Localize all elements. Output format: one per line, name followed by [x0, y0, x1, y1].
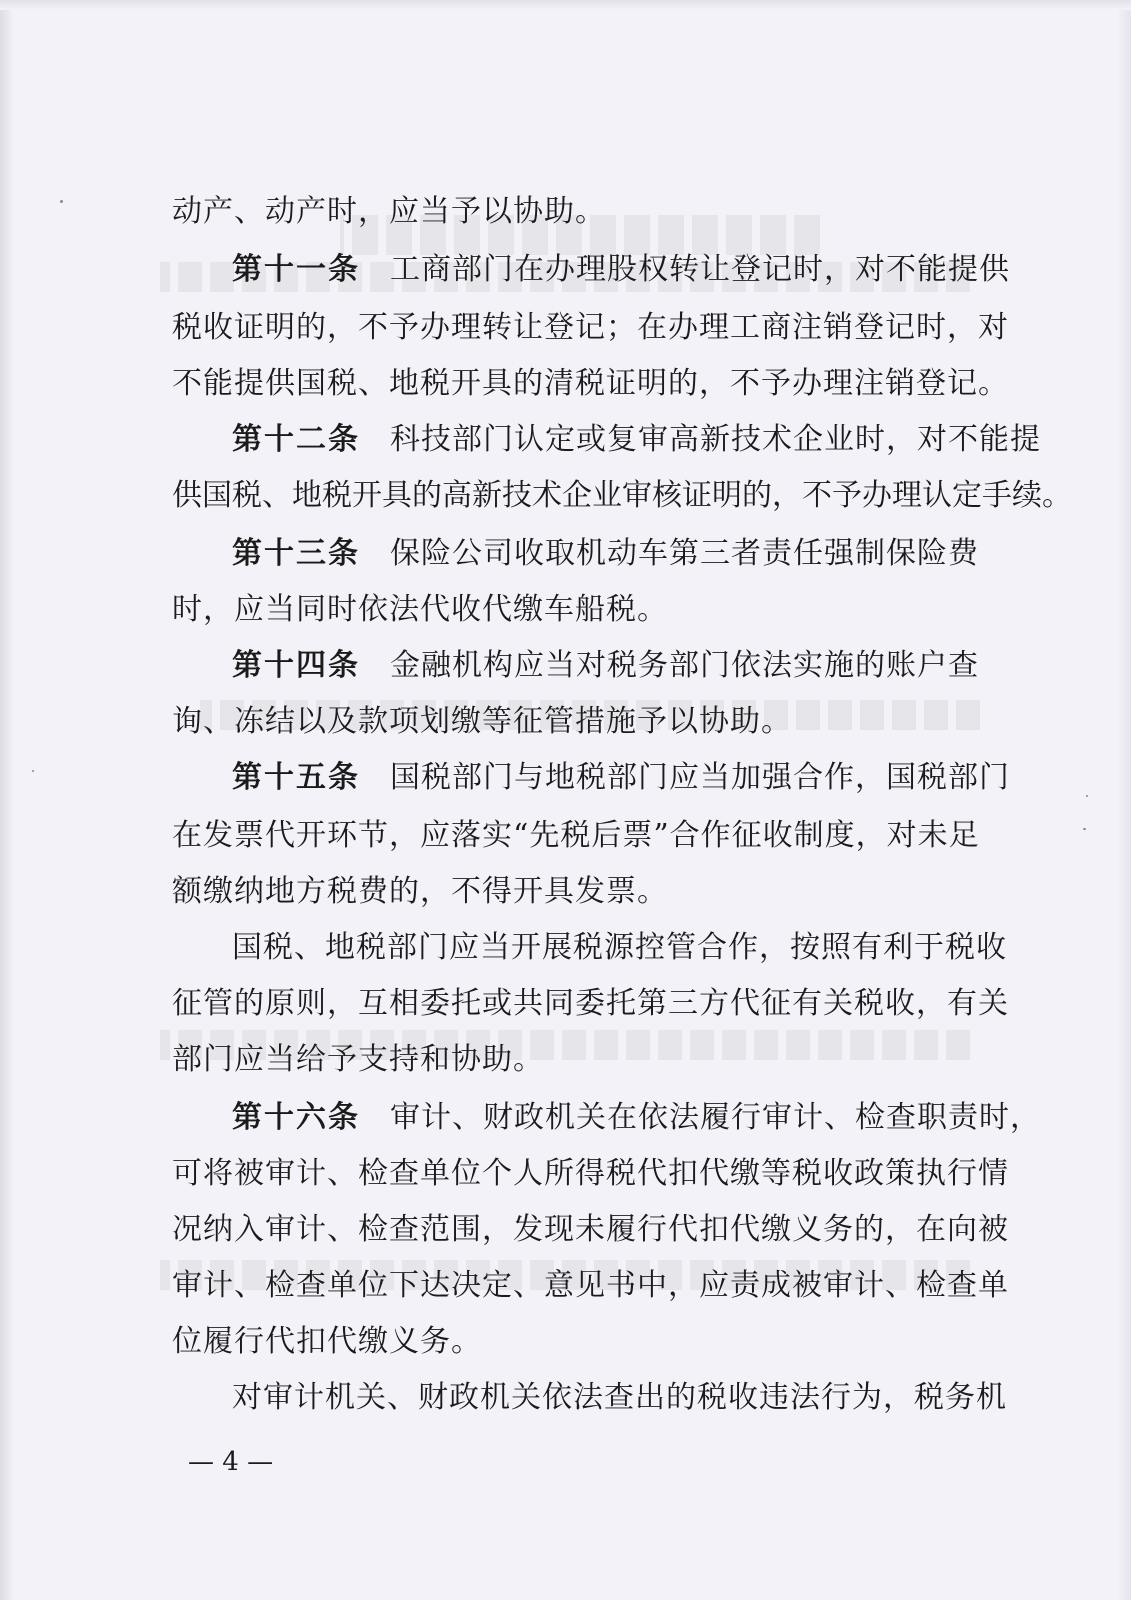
text-line: 审计、财政机关在依法履行审计、检查职责时，	[390, 1100, 1041, 1135]
text-line: 科技部门认定或复审高新技术企业时，对不能提	[390, 422, 1041, 457]
text-line: 部门应当给予支持和协助。	[172, 1042, 544, 1077]
text-line: 时，应当同时依法代收代缴车船税。	[172, 592, 668, 627]
text-line: 保险公司收取机动车第三者责任强制保险费	[390, 536, 979, 571]
article-heading: 第十三条	[232, 536, 360, 571]
text-line: 国税部门与地税部门应当加强合作，国税部门	[390, 760, 1010, 795]
text-line: 征管的原则，互相委托或共同委托第三方代征有关税收，有关	[172, 986, 1009, 1021]
article-12-first-line	[232, 422, 1041, 458]
article-heading: 第十四条	[232, 648, 360, 683]
text-line: 对审计机关、财政机关依法查出的税收违法行为，税务机	[232, 1380, 1007, 1415]
scan-edge-top	[0, 0, 1131, 10]
text-line: 税收证明的，不予办理转让登记；在办理工商注销登记时，对	[172, 310, 1009, 345]
text-line: 工商部门在办理股权转让登记时，对不能提供	[390, 252, 1010, 287]
text-line: 审计、检查单位下达决定、意见书中，应责成被审计、检查单	[172, 1268, 1009, 1303]
text-line: 金融机构应当对税务部门依法实施的账户查	[390, 648, 979, 683]
article-heading: 第十六条	[232, 1100, 360, 1135]
article-16-first-line	[232, 1100, 1041, 1136]
text-line: 可将被审计、检查单位个人所得税代扣代缴等税收政策执行情	[172, 1156, 1009, 1191]
article-14-first-line	[232, 648, 979, 684]
text-line: 动产、动产时，应当予以协助。	[172, 194, 606, 229]
article-heading: 第十二条	[232, 422, 360, 457]
text-line: 况纳入审计、检查范围，发现未履行代扣代缴义务的，在向被	[172, 1212, 1009, 1247]
article-15-first-line	[232, 760, 1010, 796]
text-line: 供国税、地税开具的高新技术企业审核证明的，不予办理认定手续。	[172, 478, 1072, 513]
text-line: 位履行代扣代缴义务。	[172, 1324, 482, 1359]
text-line: 在发票代开环节，应落实“先税后票”合作征收制度，对未足	[172, 818, 980, 853]
article-heading: 第十五条	[232, 760, 360, 795]
scan-edge-left	[0, 0, 14, 1600]
article-13-first-line	[232, 536, 979, 572]
scan-speck	[60, 200, 63, 203]
article-heading: 第十一条	[232, 252, 360, 287]
page-number: — 4 —	[188, 1447, 274, 1477]
text-line: 额缴纳地方税费的，不得开具发票。	[172, 874, 668, 909]
text-line: 国税、地税部门应当开展税源控管合作，按照有利于税收	[232, 930, 1007, 965]
scan-edge-right	[1117, 0, 1131, 1600]
article-11-first-line	[232, 252, 1010, 288]
scan-speck	[1083, 828, 1086, 830]
text-line: 询、冻结以及款项划缴等征管措施予以协助。	[172, 704, 792, 739]
scan-speck	[32, 770, 34, 772]
scan-speck	[1086, 795, 1088, 797]
text-line: 不能提供国税、地税开具的清税证明的，不予办理注销登记。	[172, 366, 1009, 401]
